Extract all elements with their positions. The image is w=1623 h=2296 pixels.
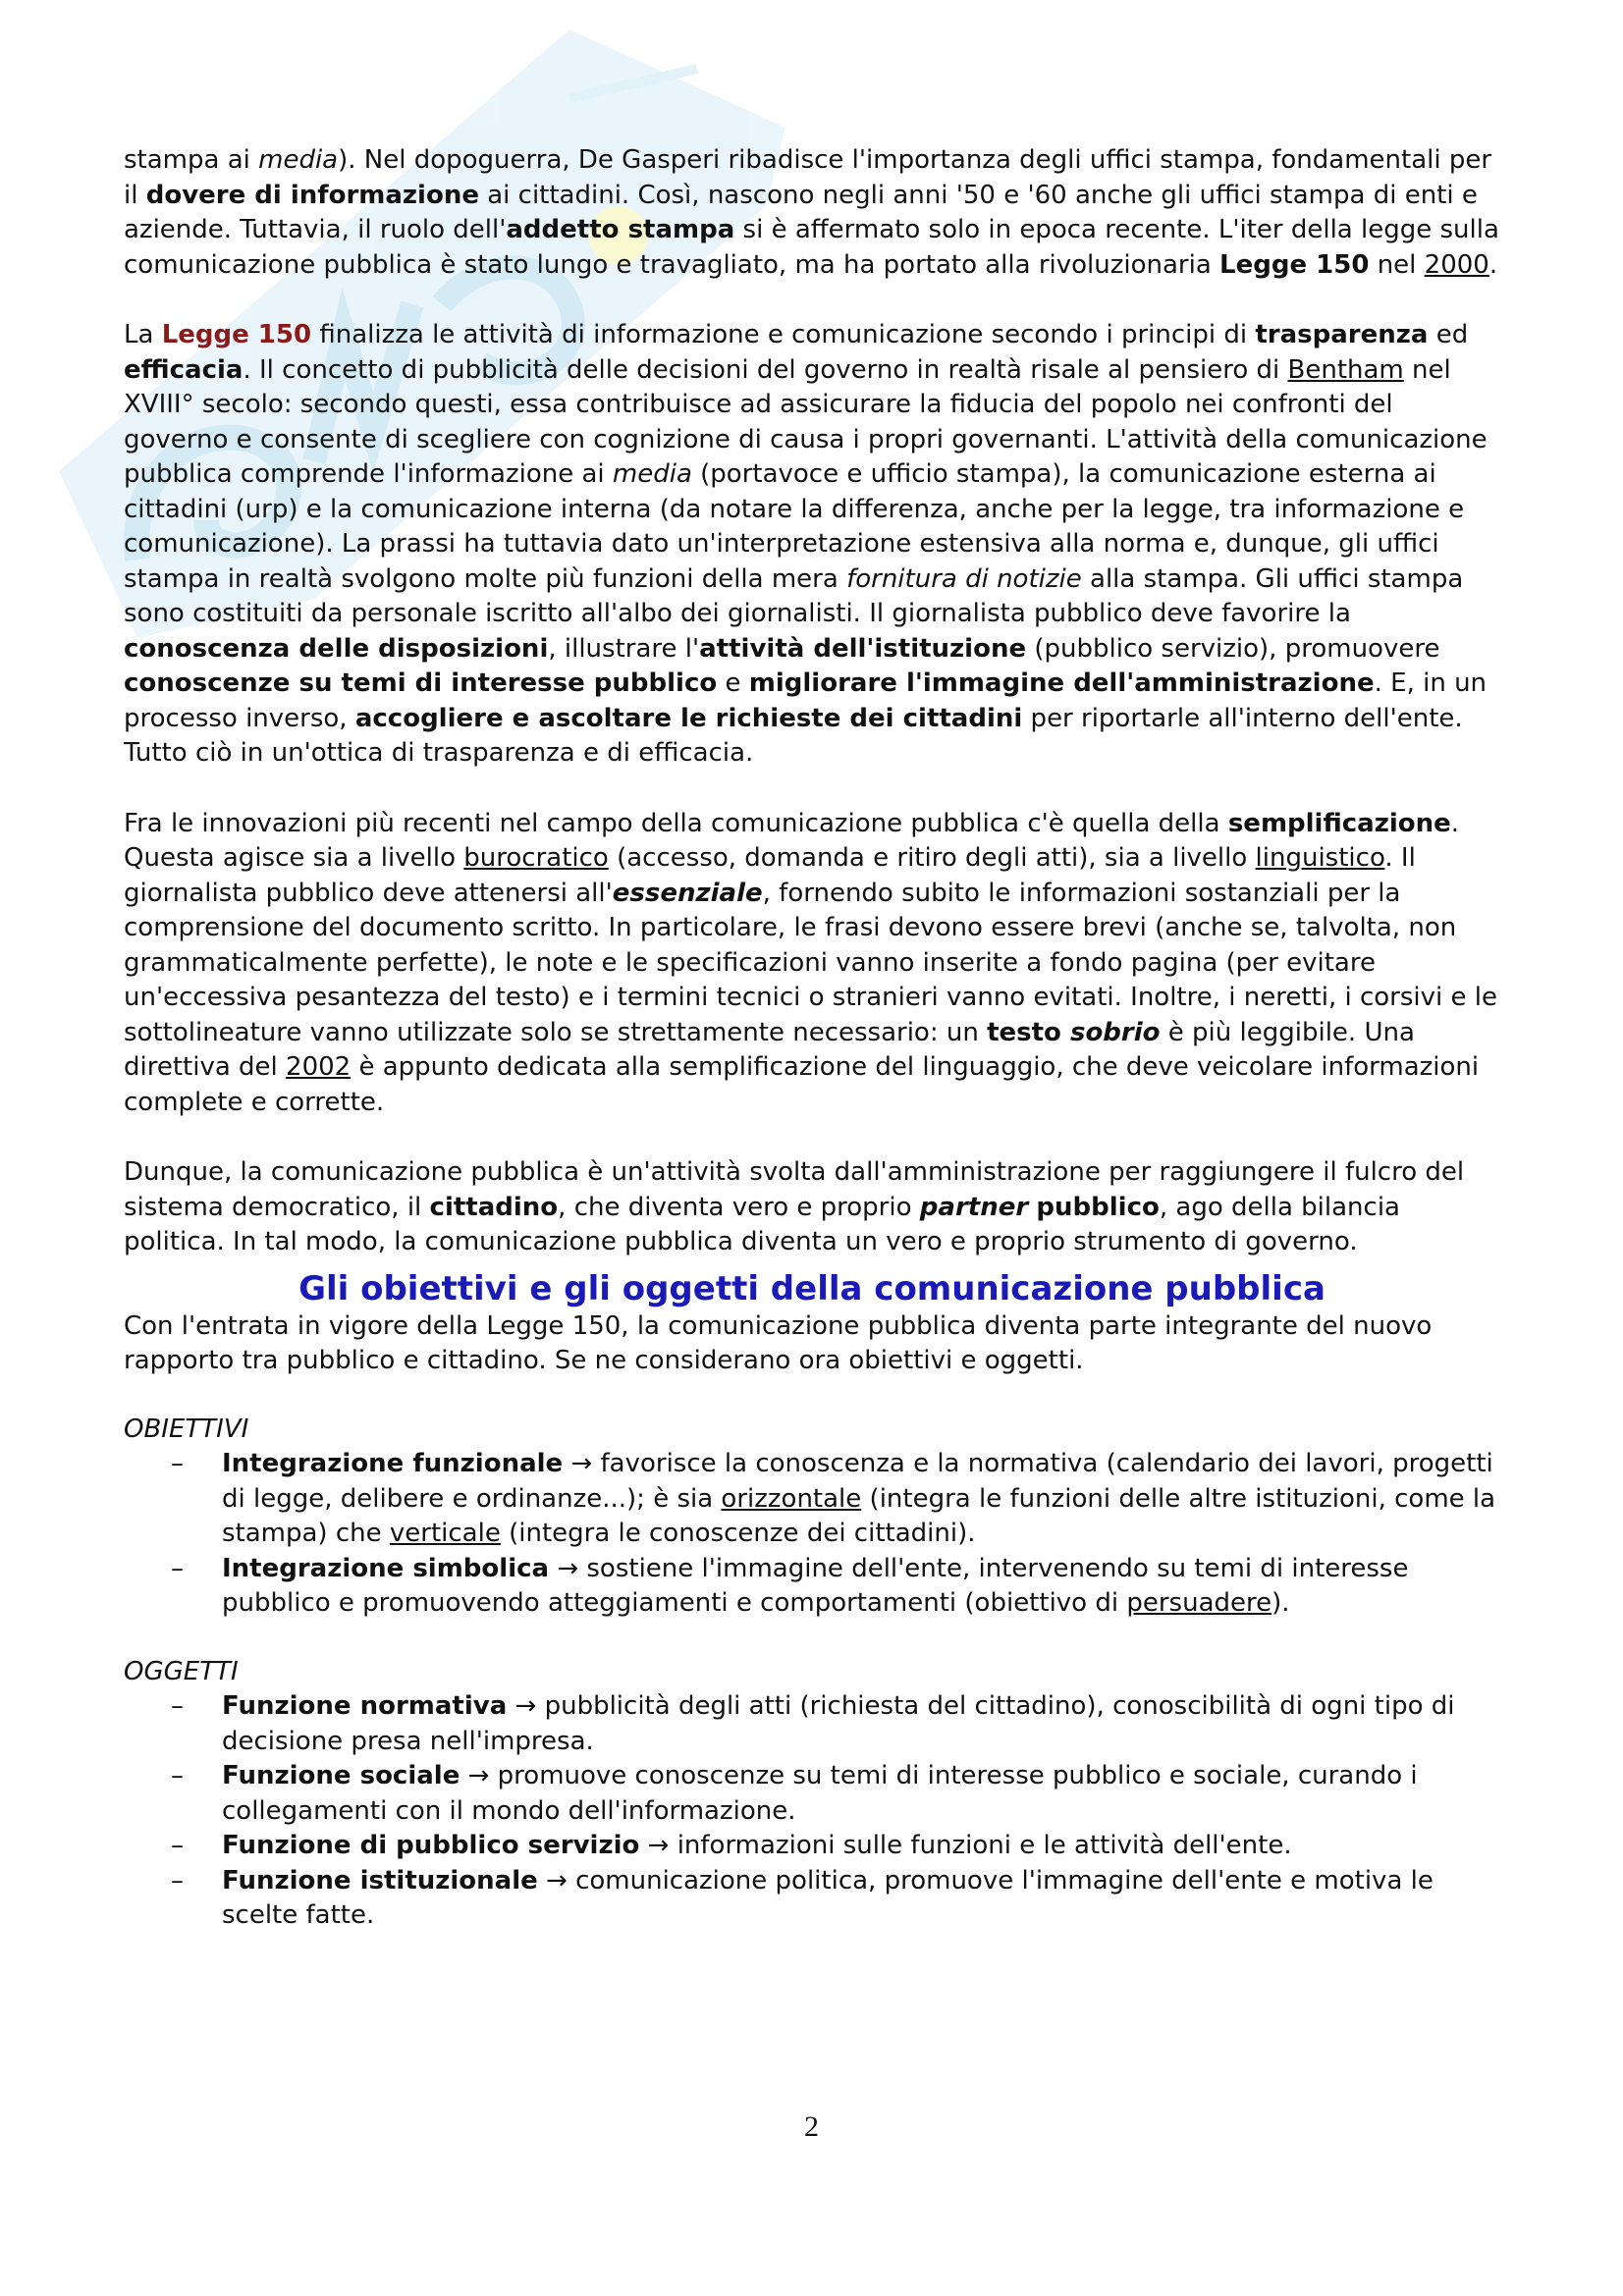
- paragraph-legge-150: La Legge 150 finalizza le attività di informazione e comunicazione secondo i principi di trasparenza ed efficacia. Il concetto di pubblicità delle decisioni del governo in realtà risale al pensiero di Bentham nel XVIII° secolo: secondo questi, essa contribuisce ad assicurare la fiducia del popolo nei confronti del governo e consente di scegliere con cognizione di causa i propri governanti. L'attività della comunicazione pubblica comprende l'informazione ai media (portavoce e ufficio stampa), la comunicazione esterna ai cittadini (urp) e la comunicazione interna (da notare la differenza, anche per la legge, tra informazione e comunicazione). La prassi ha tuttavia dato un'interpretazione estensiva alla norma e, dunque, gli uffici stampa in realtà svolgono molte più funzioni della mera fornitura di notizie alla stampa. Gli uffici stampa sono costituiti da personale iscritto all'albo dei giornalisti. Il giornalista pubblico deve favorire la conoscenza delle disposizioni, illustrare l'attività dell'istituzione (pubblico servizio), promuovere conoscenze su temi di interesse pubblico e migliorare l'immagine dell'amministrazione. E, in un processo inverso, accogliere e ascoltare le richieste dei cittadini per riportarle all'interno dell'ente. Tutto ciò in un'ottica di trasparenza e di efficacia.: [124, 320, 1488, 768]
- page-number: 2: [804, 2110, 819, 2143]
- arrow-right-icon: →: [460, 1761, 498, 1790]
- arrow-right-icon: →: [507, 1691, 545, 1721]
- arrow-right-icon: →: [563, 1449, 601, 1478]
- list-item: – Integrazione simbolica → sostiene l'immagine dell'ente, intervenendo su temi di interesse pubblico e promuovendo atteggiamenti e comportamenti (obiettivo di persuadere).: [124, 1552, 1500, 1622]
- arrow-right-icon: →: [639, 1831, 677, 1860]
- list-item: – Funzione di pubblico servizio → informazioni sulle funzioni e le attività dell'ente.: [124, 1829, 1500, 1864]
- section-intro: Con l'entrata in vigore della Legge 150, la comunicazione pubblica diventa parte integrante del nuovo rapporto tra pubblico e cittadino. Se ne considerano ora obiettivi e oggetti.: [124, 1310, 1433, 1375]
- paragraph-semplificazione: Fra le innovazioni più recenti nel campo della comunicazione pubblica c'è quella della semplificazione. Questa agisce sia a livello burocratico (accesso, domanda e ritiro degli atti), sia a livello linguistico. Il giornalista pubblico deve attenersi all'essenziale, fornendo subito le informazioni sostanziali per la comprensione del documento scritto. In particolare, le frasi devono essere brevi (anche se, talvolta, non grammaticalmente perfette), le note e le specificazioni vanno inserite a fondo pagina (per evitare un'eccessiva pesantezza del testo) e i termini tecnici o stranieri vanno evitati. Inoltre, i neretti, i corsivi e le sottolineature vanno utilizzate solo se strettamente necessario: un testo sobrio è più leggibile. Una direttiva del 2002 è appunto dedicata alla semplificazione del linguaggio, che deve veicolare informazioni complete e corrette.: [124, 808, 1497, 1117]
- document-body: [124, 143, 1500, 1934]
- obiettivi-list: [124, 1447, 1500, 1622]
- list-item: – Funzione istituzionale → comunicazione politica, promuove l'immagine dell'ente e motiva le scelte fatte.: [124, 1864, 1500, 1934]
- arrow-right-icon: →: [537, 1865, 576, 1896]
- list-item: – Integrazione funzionale → favorisce la conoscenza e la normativa (calendario dei lavori, progetti di legge, delibere e ordinanze...); è sia orizzontale (integra le funzioni delle altre istituzioni, come la stampa) che verticale (integra le conoscenze dei cittadini).: [124, 1447, 1500, 1552]
- paragraph-conclusione: Dunque, la comunicazione pubblica è un'attività svolta dall'amministrazione per raggiungere il fulcro del sistema democratico, il cittadino, che diventa vero e proprio partner pubblico, ago della bilancia politica. In tal modo, la comunicazione pubblica diventa un vero e proprio strumento di governo.: [124, 1157, 1465, 1256]
- legge-150-highlight: Legge 150: [161, 320, 312, 349]
- arrow-right-icon: →: [549, 1553, 587, 1583]
- list-item: – Funzione sociale → promuove conoscenze su temi di interesse pubblico e sociale, curando i collegamenti con il mondo dell'informazione.: [124, 1759, 1500, 1829]
- paragraph-intro: stampa ai media). Nel dopoguerra, De Gasperi ribadisce l'importanza degli uffici stampa, fondamentali per il dovere di informazione ai cittadini. Così, nascono negli anni '50 e '60 anche gli uffici stampa di enti e aziende. Tuttavia, il ruolo dell'addetto stampa si è affermato solo in epoca recente. L'iter della legge sulla comunicazione pubblica è stato lungo e travagliato, ma ha portato alla rivoluzionaria Legge 150 nel 2000.: [124, 145, 1499, 280]
- obiettivi-label: OBIETTIVI: [124, 1414, 249, 1444]
- list-item: – Funzione normativa → pubblicità degli atti (richiesta del cittadino), conoscibilità di ogni tipo di decisione presa nell'impresa.: [124, 1689, 1500, 1759]
- section-heading: Gli obiettivi e gli oggetti della comunicazione pubblica: [298, 1268, 1325, 1308]
- oggetti-label: OGGETTI: [124, 1656, 239, 1686]
- oggetti-list: [124, 1689, 1500, 1934]
